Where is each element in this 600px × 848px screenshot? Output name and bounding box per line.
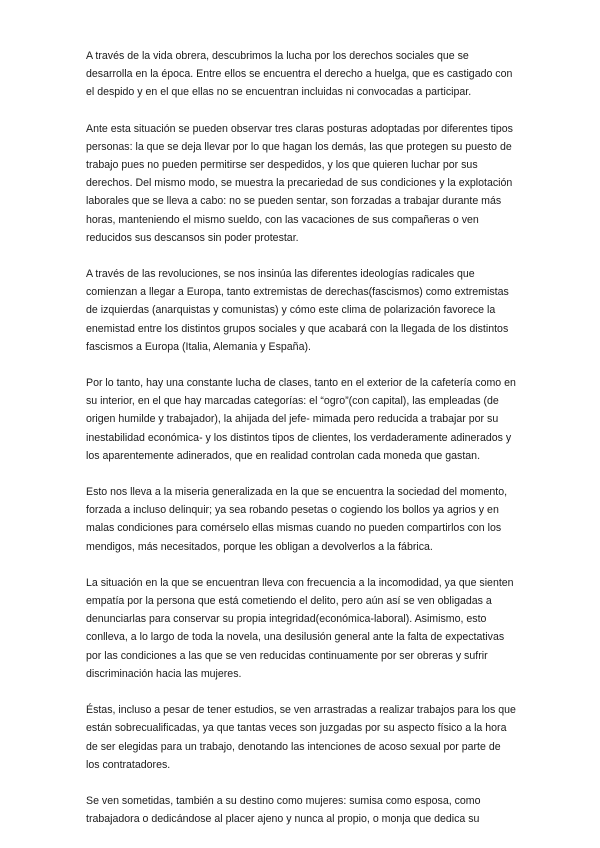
paragraph: Por lo tanto, hay una constante lucha de clases, tanto en el exterior de la cafetería como en su interior, en el que hay marcadas categorías: el “ogro”(con capital), las empleadas (de origen humilde y trabajador), la ahijada del jefe- mimada pero reducida a trabajar por su inestabilidad económica- y los distintos tipos de clientes, los verdaderamente adinerados y los aparentemente adinerados, que en realidad controlan cada moneda que gastan. bbox=[86, 377, 516, 462]
paragraph: Esto nos lleva a la miseria generalizada en la que se encuentra la sociedad del momento, forzada a incluso delinquir; ya sea robando pesetas o cogiendo los bollos ya agrios y en malas condiciones para comérselo ellas mismas cuando no pueden compartirlos con los mendigos, más necesitados, porque les obligan a devolverlos a la fábrica. bbox=[86, 486, 508, 553]
document-body bbox=[86, 47, 516, 846]
paragraph: A través de la vida obrera, descubrimos la lucha por los derechos sociales que se desarrolla en la época. Entre ellos se encuentra el derecho a huelga, que es castigado con el despido y en el que ellas no se encuentran incluidas ni convocadas a participar. bbox=[86, 50, 513, 99]
paragraph: La situación en la que se encuentran lleva con frecuencia a la incomodidad, ya que sienten empatía por la persona que está cometiendo el delito, pero aún así se ven obligadas a denunciarlas para conservar su propia integridad(económica-laboral). Asimismo, esto conlleva, a lo largo de toda la novela, una desilusión general ante la falta de expectativas por las condiciones a las que se ven reducidas continuamente por ser obreras y sufrir discriminación hacia las mujeres. bbox=[86, 576, 514, 680]
paragraph: Se ven sometidas, también a su destino como mujeres: sumisa como esposa, como trabajadora o dedicándose al placer ajeno y nunca al propio, o monja que dedica su bbox=[86, 794, 481, 826]
paragraph: Ante esta situación se pueden observar tres claras posturas adoptadas por diferentes tipos personas: la que se deja llevar por lo que hagan los demás, las que protegen su puesto de trabajo pues no pueden permitirse ser despedidos, y los que quieren luchar por sus derechos. Del mismo modo, se muestra la precariedad de sus condiciones y la explotación laborales que se lleva a cabo: no se pueden sentar, son forzadas a trabajar durante más horas, manteniendo el mismo sueldo, con las vacaciones de sus compañeras o ven reducidos sus descansos sin poder protestar. bbox=[86, 122, 513, 244]
paragraph: Éstas, incluso a pesar de tener estudios, se ven arrastradas a realizar trabajos para los que están sobrecualificadas, ya que tantas veces son juzgadas por su aspecto físico a la hora de ser elegidas para un trabajo, denotando las intenciones de acoso sexual por parte de los contratadores. bbox=[86, 704, 516, 771]
paragraph: A través de las revoluciones, se nos insinúa las diferentes ideologías radicales que comienzan a llegar a Europa, tanto extremistas de derechas(fascismos) como extremistas de izquierdas (anarquistas y comunistas) y cómo este clima de polarización favorece la enemistad entre los distintos grupos sociales y que acabará con la llegada de los distintos fascismos a Europa (Italia, Alemania y España). bbox=[86, 268, 509, 353]
